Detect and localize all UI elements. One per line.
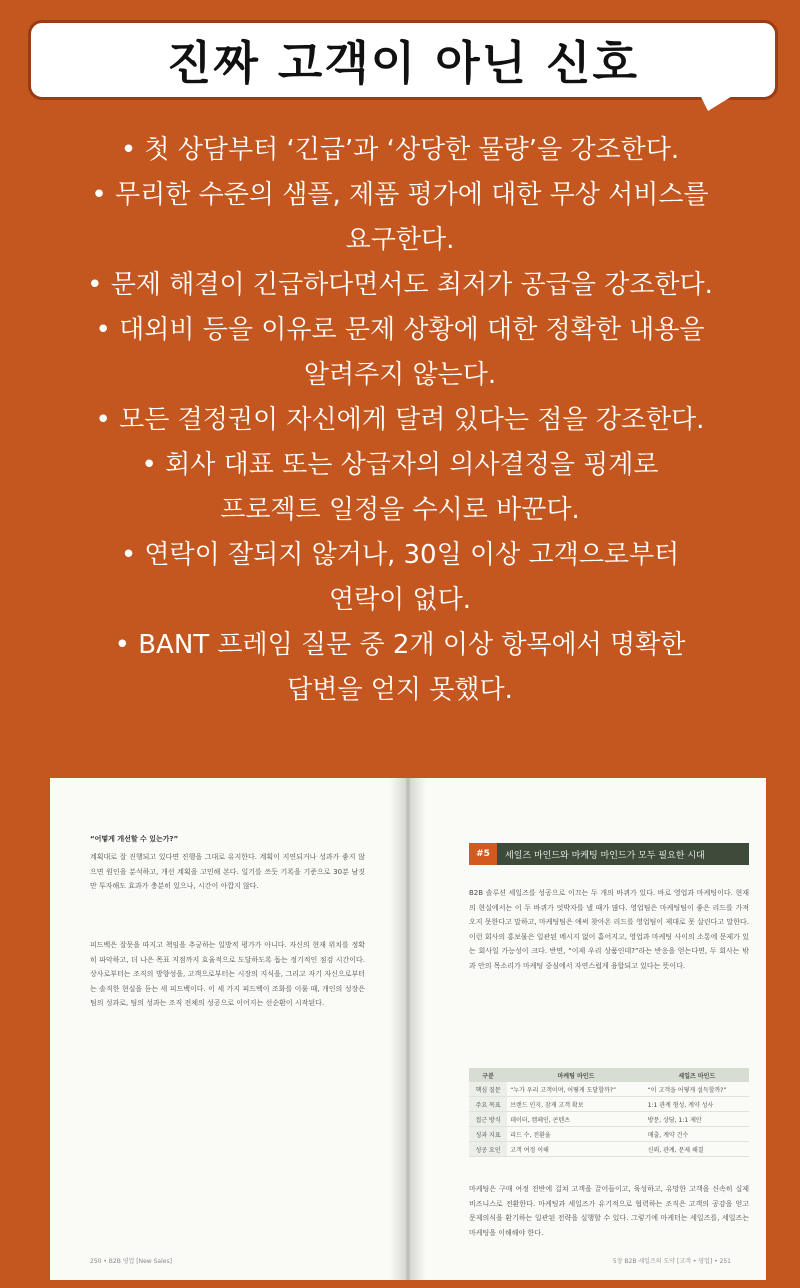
left-page-footer: 250 • B2B 영업 [New Sales] [90, 1258, 172, 1265]
table-header-cell: 구분 [469, 1068, 507, 1082]
table-cell: 방문, 상담, 1:1 제안 [645, 1112, 749, 1127]
page-title: 진짜 고객이 아닌 신호 [167, 36, 639, 90]
table-cell: “누가 우리 고객이며, 어떻게 도달할까?” [507, 1082, 644, 1097]
table-cell: 신뢰, 관계, 문제 해결 [645, 1142, 749, 1157]
section-header [469, 843, 749, 865]
table-row [469, 1127, 749, 1142]
left-page-paragraph: 계획대로 잘 진행되고 있다면 진행을 그대로 유지한다. 계획이 지연되거나 성과가 좋지 않으면 원인을 분석하고, 개선 계획을 고민해 본다. 일기를 쓰듯 기록을 기준으로 30분 남짓만 투자해도 효과가 충분히 있으나, 시간이 아깝지 않다. [90, 853, 365, 890]
table-cell: 핵심 질문 [469, 1082, 507, 1097]
list-item: • BANT 프레임 질문 중 2개 이상 항목에서 명확한 [114, 630, 686, 660]
table-cell: 1:1 관계 형성, 계약 성사 [645, 1097, 749, 1112]
table-cell: 고객 여정 이해 [507, 1142, 644, 1157]
table-cell: 매출, 계약 건수 [645, 1127, 749, 1142]
list-item: • 회사 대표 또는 상급자의 의사결정을 핑계로 [141, 450, 659, 480]
table-cell: 접근 방식 [469, 1112, 507, 1127]
title-speech-bubble [28, 20, 778, 100]
table-cell: 성공 요인 [469, 1142, 507, 1157]
list-item: 요구한다. [345, 225, 455, 255]
table-header-row [469, 1068, 749, 1082]
table-cell: 성과 지표 [469, 1127, 507, 1142]
table-header-cell: 세일즈 마인드 [645, 1068, 749, 1082]
book-spine [390, 778, 426, 1280]
book-left-page [50, 778, 405, 1280]
table-row [469, 1097, 749, 1112]
list-item: 연락이 없다. [328, 585, 472, 615]
right-page-paragraph: B2B 솔루션 세일즈를 성공으로 이끄는 두 개의 바퀴가 있다. 바로 영업과 마케팅이다. 현재의 현실에서는 이 두 바퀴가 엇박자를 낼 때가 많다. 영업팀은 마케팅팀이 좋은 리드를 가져오지 못한다고 말하고, 마케팅팀은 애써 찾아온 리드를 영업팀이 제대로 못 살린다고 말한다. 이런 회사의 홍보물은 일관된 메시지 없이 흩어지고, 영업과 마케팅 사이의 소통에 문제가 있는 회사일 가능성이 크다. 반면, “이제 우리 상품인데?”라는 반응을 얻는다면, 두 회사는 밖과 안의 목소리가 마케팅 중심에서 자연스럽게 융합되고 있다는 뜻이다. [469, 889, 749, 970]
book-right-page [411, 778, 766, 1280]
list-item: • 모든 결정권이 자신에게 달려 있다는 점을 강조한다. [95, 405, 705, 435]
list-item: • 무리한 수준의 샘플, 제품 평가에 대한 무상 서비스를 [91, 180, 709, 210]
book-spread-image [50, 778, 766, 1280]
section-title: 세일즈 마인드와 마케팅 마인드가 모두 필요한 시대 [505, 850, 705, 861]
table-row [469, 1142, 749, 1157]
table-cell: 데이터, 캠페인, 콘텐츠 [507, 1112, 644, 1127]
speech-bubble-tail [700, 95, 734, 111]
section-number-badge: #5 [469, 843, 497, 865]
right-page-paragraph: 마케팅은 구매 여정 전반에 걸쳐 고객을 끌어들이고, 육성하고, 유망한 고객을 신속히 실제 비즈니스로 전환한다. 마케팅과 세일즈가 유기적으로 협력하는 조직은 고객의 공감을 얻고 문제의식을 환기하는 일관된 전략을 실행할 수 있다. 그렇기에 마케터는 세일즈를, 세일즈는 마케팅을 이해해야 한다. [469, 1185, 749, 1237]
table-row [469, 1082, 749, 1097]
left-page-quote: “어떻게 개선할 수 있는가?” [90, 835, 179, 843]
signal-list [20, 128, 780, 713]
list-item: • 대외비 등을 이유로 문제 상황에 대한 정확한 내용을 [95, 315, 705, 345]
list-item: • 문제 해결이 긴급하다면서도 최저가 공급을 강조한다. [87, 270, 713, 300]
list-item: 프로젝트 일정을 수시로 바꾼다. [220, 495, 580, 525]
table-cell: “이 고객을 어떻게 설득할까?” [645, 1082, 749, 1097]
list-item: 답변을 얻지 못했다. [287, 675, 513, 705]
right-page-footer: 5장 B2B 세일즈의 도약 [고객 • 영업] • 251 [612, 1258, 731, 1265]
table-cell: 브랜드 인지, 잠재 고객 확보 [507, 1097, 644, 1112]
list-item: 알려주지 않는다. [303, 360, 497, 390]
left-page-paragraph: 피드백은 잘못을 따지고 책임을 추궁하는 일방적 평가가 아니다. 자신의 현재 위치를 정확히 파악하고, 더 나은 목표 지점까지 효율적으로 도달하도록 돕는 정기적인 점검 시간이다. 상사로부터는 조직의 방향성을, 고객으로부터는 시장의 지식을, 그리고 자기 자신으로부터는 솔직한 현실을 듣는 세 피드백이다. 이 세 가지 피드백이 조화를 이룰 때, 개인의 성장은 팀의 성과로, 팀의 성과는 조직 전체의 성공으로 이어지는 선순환이 시작된다. [90, 941, 365, 1007]
comparison-table [469, 1068, 749, 1157]
table-row [469, 1112, 749, 1127]
table-cell: 리드 수, 전환율 [507, 1127, 644, 1142]
table-cell: 주요 목표 [469, 1097, 507, 1112]
list-item: • 첫 상담부터 ‘긴급’과 ‘상당한 물량’을 강조한다. [120, 135, 680, 165]
list-item: • 연락이 잘되지 않거나, 30일 이상 고객으로부터 [120, 540, 680, 570]
table-header-cell: 마케팅 마인드 [507, 1068, 644, 1082]
